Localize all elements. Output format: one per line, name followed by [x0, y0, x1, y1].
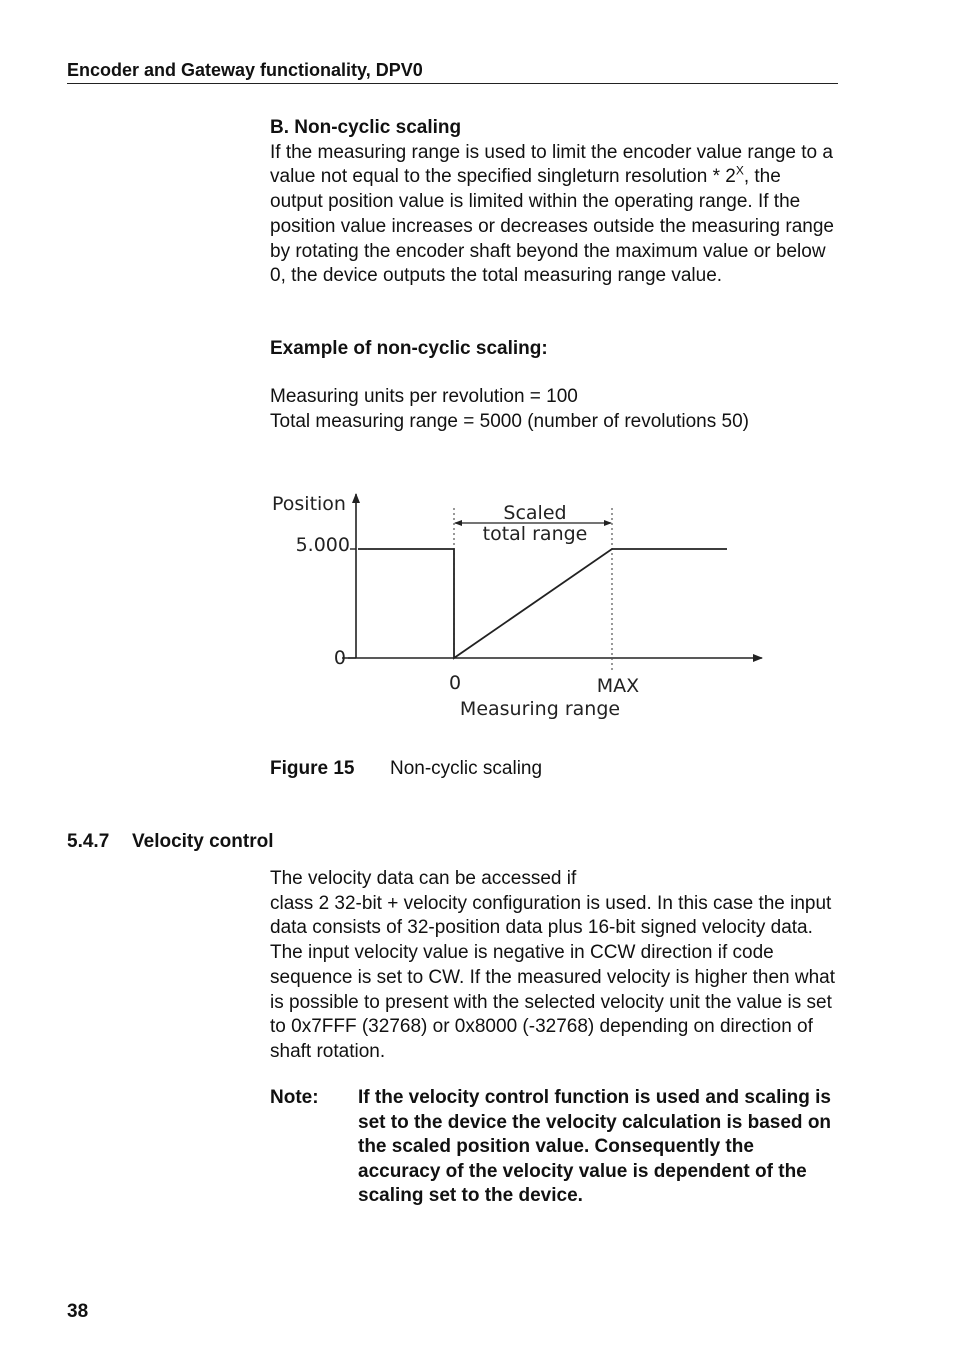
section-b-paragraph	[270, 141, 835, 289]
section-b-text-2: , the output position value is limited within the operating range. If the position value increases or decreases outside the measuring range by rotating the encoder shaft beyond the maximum value or below 0, the device outputs the total measuring range value.	[270, 166, 834, 287]
annotation-line-1: Scaled	[503, 502, 567, 524]
section-heading-5-4-7	[67, 830, 273, 854]
section-b	[270, 116, 835, 289]
header-title: Encoder and Gateway functionality, DPV0	[67, 60, 423, 80]
example-heading-block	[270, 337, 835, 362]
example-line-1: Measuring units per revolution = 100	[270, 386, 578, 407]
section-b-heading: B. Non-cyclic scaling	[270, 117, 462, 138]
annotation-line-2: total range	[482, 523, 588, 545]
non-cyclic-scaling-chart	[262, 480, 782, 730]
page-number: 38	[67, 1301, 89, 1322]
example-line-2: Total measuring range = 5000 (number of revolutions 50)	[270, 410, 749, 432]
velocity-line-1: The velocity data can be accessed if	[270, 868, 577, 889]
y-axis-label: Position	[272, 493, 346, 515]
section-title: Velocity control	[132, 831, 274, 852]
figure-label: Figure 15	[270, 758, 355, 779]
velocity-paragraph: class 2 32-bit + velocity configuration is used. In this case the input data consists of 32-position data plus 16-bit signed velocity data. The input velocity value is negative in CCW direction if code sequence is set to CW. If the measured velocity is higher then what is possible to present with the selected velocity unit the value is set to 0x7FFF (32768) or 0x8000 (-32768) depending on direction of shaft rotation.	[270, 892, 836, 1062]
figure-caption	[270, 757, 542, 781]
note-label: Note:	[270, 1087, 319, 1108]
x-tick-label-0: 0	[448, 672, 462, 694]
note-text: If the velocity control function is used and scaling is set to the device the velocity calculation is based on the scaled position value. Consequently the accuracy of the velocity value is dependent of the scaling set to the device.	[358, 1087, 832, 1207]
figure-caption-text: Non-cyclic scaling	[390, 758, 543, 779]
y-tick-label-0: 0	[333, 647, 346, 669]
note-block	[270, 1086, 840, 1209]
velocity-control-body	[270, 867, 840, 1065]
x-tick-label-max: MAX	[596, 675, 640, 697]
running-header	[67, 58, 838, 84]
y-tick-label-5000: 5.000	[295, 534, 350, 556]
example-heading: Example of non-cyclic scaling:	[270, 338, 548, 359]
superscript-x: X	[735, 164, 744, 179]
x-axis-label: Measuring range	[459, 698, 621, 720]
example-values	[270, 385, 835, 434]
position-series-line	[358, 549, 727, 658]
section-b-text-1: If the measuring range is used to limit the encoder value range to a value not equal to the specified singleturn resolution * 2	[270, 141, 833, 188]
section-number: 5.4.7	[67, 831, 110, 852]
